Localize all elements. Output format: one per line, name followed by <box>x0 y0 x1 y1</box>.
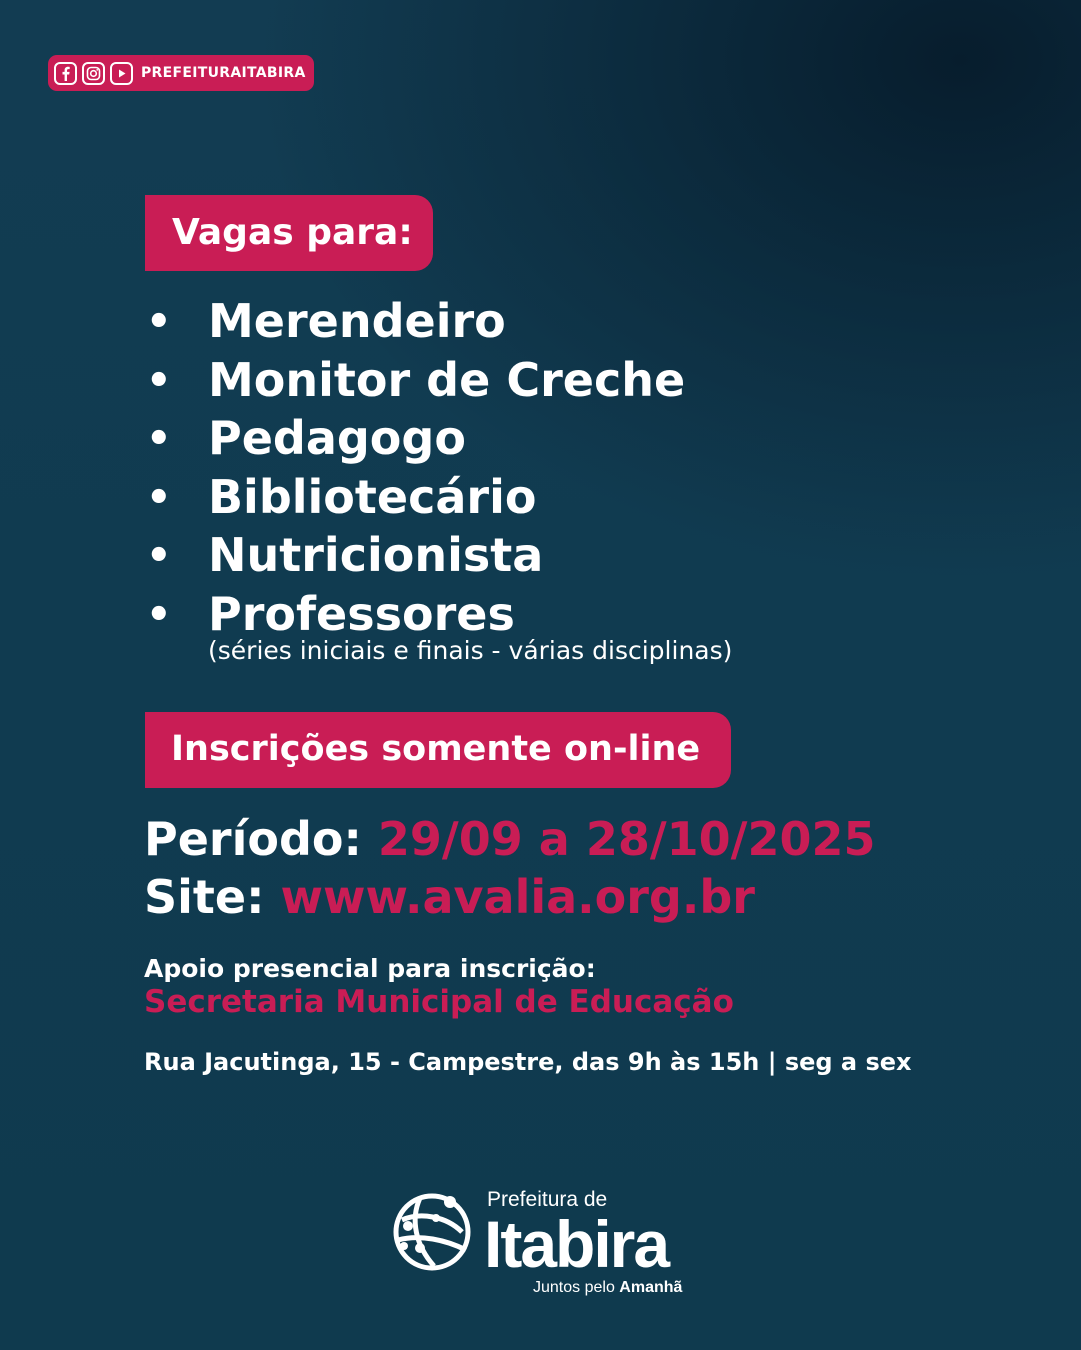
logo-prefix: Prefeitura de <box>487 1188 608 1211</box>
job-item-merendeiro <box>142 292 685 351</box>
bullet: • <box>146 416 172 462</box>
job-item-pedagogo <box>142 409 685 468</box>
job-label: Monitor de Creche <box>208 352 686 407</box>
bullet: • <box>146 474 172 521</box>
social-handle-badge[interactable] <box>48 55 314 91</box>
bullet: • <box>146 299 172 345</box>
periodo-value: 29/09 a 28/10/2025 <box>377 812 876 866</box>
job-label: Merendeiro <box>208 294 506 348</box>
inscricoes-title-badge: Inscrições somente on-line <box>145 712 731 788</box>
social-handle: PREFEITURAITABIRA <box>141 65 306 81</box>
site-link[interactable]: www.avalia.org.br <box>280 870 755 924</box>
instagram-icon[interactable] <box>82 62 105 85</box>
globe-logo-icon <box>390 1190 474 1274</box>
logo-tagline <box>533 1279 682 1297</box>
job-item-professores <box>142 585 685 644</box>
vagas-title-badge: Vagas para: <box>145 195 433 271</box>
bullet: • <box>146 591 172 638</box>
apoio-label: Apoio presencial para inscrição: <box>144 954 596 983</box>
periodo-line <box>144 812 875 866</box>
site-label: Site: <box>144 870 265 924</box>
bullet: • <box>146 357 172 404</box>
job-label: Professores <box>208 586 515 641</box>
site-line <box>144 870 755 924</box>
job-label: Nutricionista <box>208 528 544 582</box>
logo-name: Itabira <box>484 1207 669 1281</box>
address-hours: Rua Jacutinga, 15 - Campestre, das 9h às 15h | seg a sex <box>144 1048 912 1076</box>
logo-tagline-regular: Juntos pelo <box>533 1279 615 1296</box>
youtube-icon[interactable] <box>110 62 133 85</box>
job-item-monitor-de-creche <box>142 351 685 410</box>
prefeitura-logo <box>390 1186 700 1306</box>
job-item-bibliotecario <box>142 468 685 527</box>
bullet: • <box>146 533 172 579</box>
periodo-label: Período: <box>144 812 362 866</box>
professores-note: (séries iniciais e finais - várias disciplinas) <box>208 636 733 665</box>
job-list <box>142 292 685 643</box>
facebook-icon[interactable] <box>54 62 77 85</box>
apoio-value: Secretaria Municipal de Educação <box>144 984 734 1020</box>
job-label: Bibliotecário <box>208 469 537 524</box>
job-item-nutricionista <box>142 526 685 585</box>
logo-tagline-bold: Amanhã <box>619 1279 683 1296</box>
job-label: Pedagogo <box>208 411 466 465</box>
